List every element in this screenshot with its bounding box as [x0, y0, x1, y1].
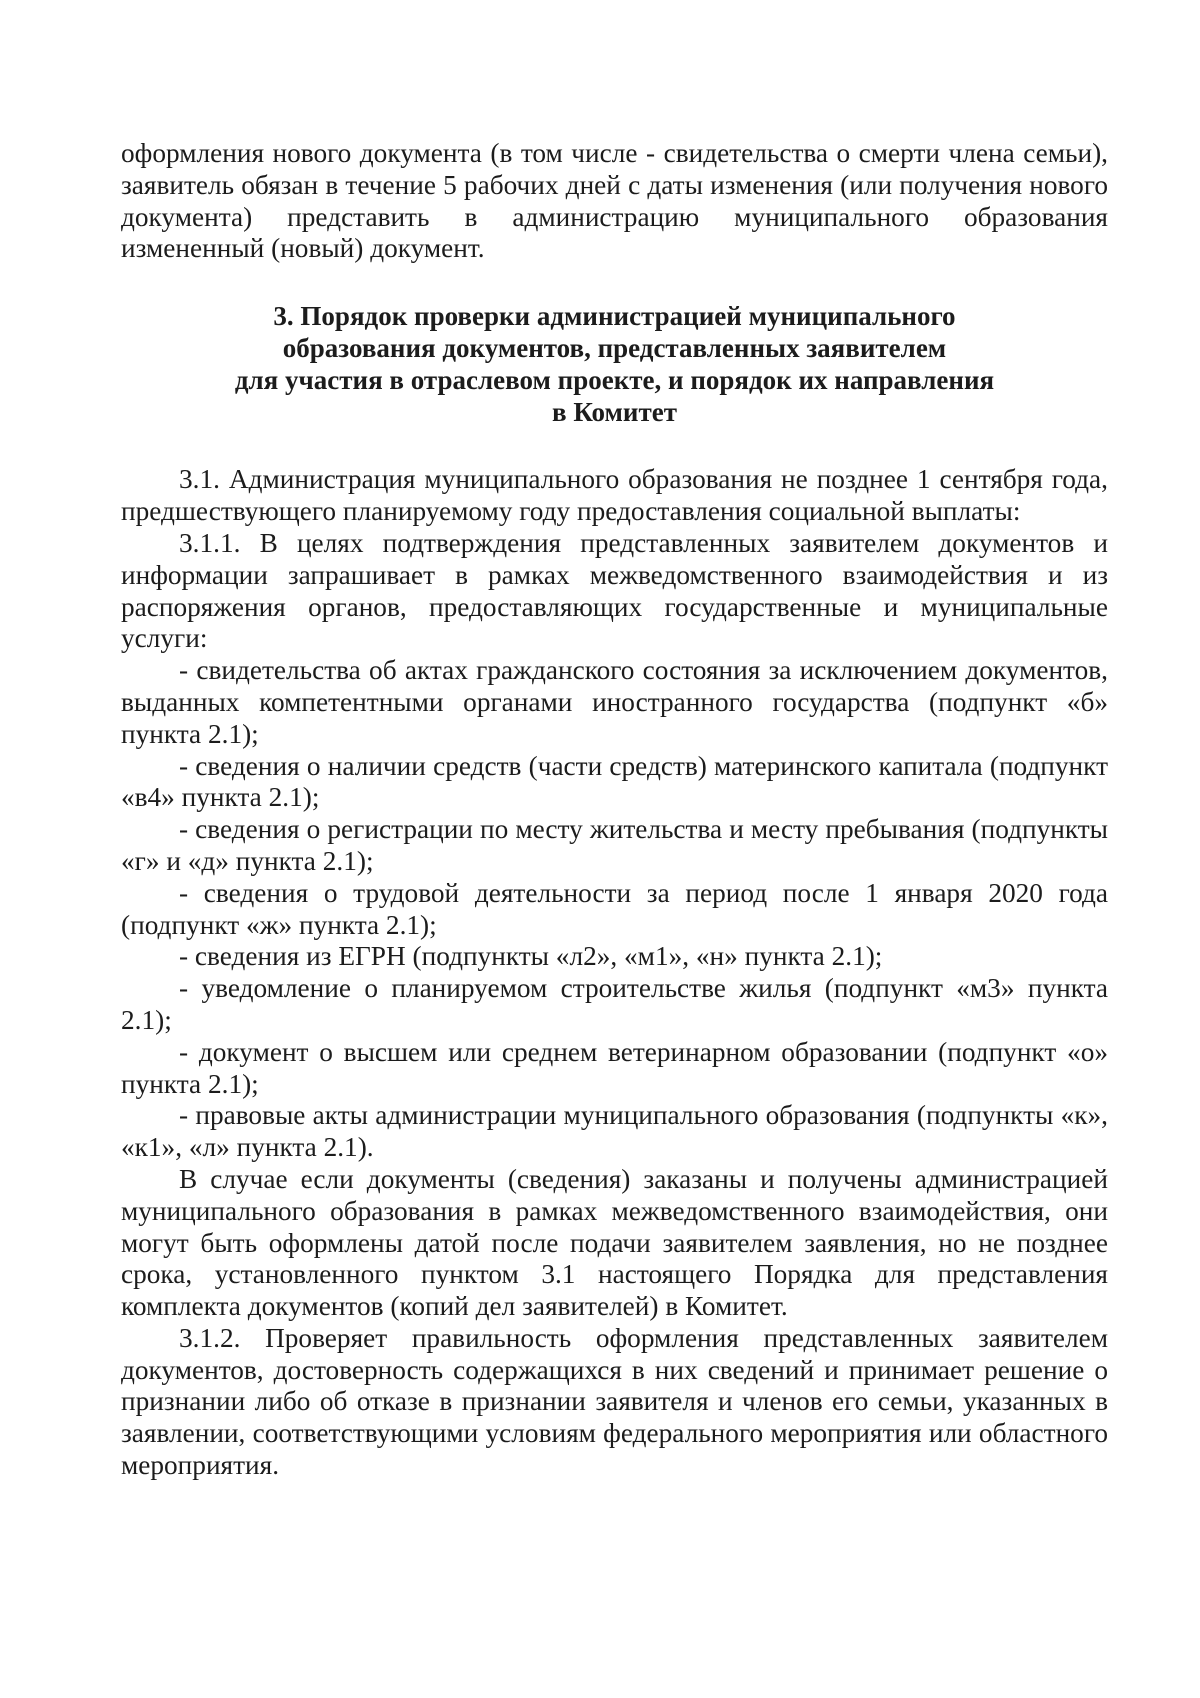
- section-heading: [121, 301, 1108, 428]
- paragraph-3-1-2: 3.1.2. Проверяет правильность оформления представленных заявителем документов, достоверность содержащихся в них сведений и принимает решение о признании либо об отказе в признании заявителя и членов его семьи, указанных в заявлении, соответствующими условиям федерального мероприятия или областного мероприятия.: [121, 1322, 1108, 1481]
- list-item: - документ о высшем или среднем ветеринарном образовании (подпункт «о» пункта 2.1);: [121, 1036, 1108, 1099]
- list-item: - уведомление о планируемом строительстве жилья (подпункт «м3» пункта 2.1);: [121, 973, 1108, 1035]
- list-item: - сведения о наличии средств (части средств) материнского капитала (подпункт «в4» пункта 2.1);: [121, 750, 1108, 813]
- document-body: [121, 138, 1108, 1482]
- list-item: - сведения о регистрации по месту жительства и месту пребывания (подпункты «г» и «д» пункта 2.1);: [121, 814, 1108, 876]
- case-paragraph: В случае если документы (сведения) заказаны и получены администрацией муниципального образования в рамках межведомственного взаимодействия, они могут быть оформлены датой после подачи заявителем заявления, но не позднее срока, установленного пунктом 3.1 настоящего Порядка для представления комплекта документов (копий дел заявителей) в Комитет.: [121, 1163, 1108, 1322]
- section-heading-line: для участия в отраслевом проекте, и порядок их направления: [234, 364, 995, 395]
- intro-paragraph: оформления нового документа (в том числе - свидетельства о смерти члена семьи), заявитель обязан в течение 5 рабочих дней с даты изменения (или получения нового документа) представить в администрацию муниципального образования измененный (новый) документ.: [121, 138, 1108, 264]
- list-item: - сведения о трудовой деятельности за период после 1 января 2020 года (подпункт «ж» пункта 2.1);: [121, 877, 1108, 940]
- paragraph-3-1: 3.1. Администрация муниципального образования не позднее 1 сентября года, предшествующего планируемому году предоставления социальной выплаты:: [121, 464, 1108, 527]
- paragraph-3-1-1: 3.1.1. В целях подтверждения представленных заявителем документов и информации запрашивает в рамках межведомственного взаимодействия и из распоряжения органов, предоставляющих государственные и муниципальные услуги:: [121, 527, 1108, 654]
- section-heading-line: в Комитет: [551, 396, 677, 427]
- section-heading-line: образования документов, представленных заявителем: [282, 332, 947, 363]
- list-item: - сведения из ЕГРН (подпункты «л2», «м1», «н» пункта 2.1);: [179, 941, 883, 972]
- list-item: - правовые акты администрации муниципального образования (подпункты «к», «к1», «л» пункта 2.1).: [121, 1100, 1108, 1163]
- list-item: - свидетельства об актах гражданского состояния за исключением документов, выданных компетентными органами иностранного государства (подпункт «б» пункта 2.1);: [121, 655, 1108, 749]
- section-heading-line: 3. Порядок проверки администрацией муниципального: [273, 301, 956, 332]
